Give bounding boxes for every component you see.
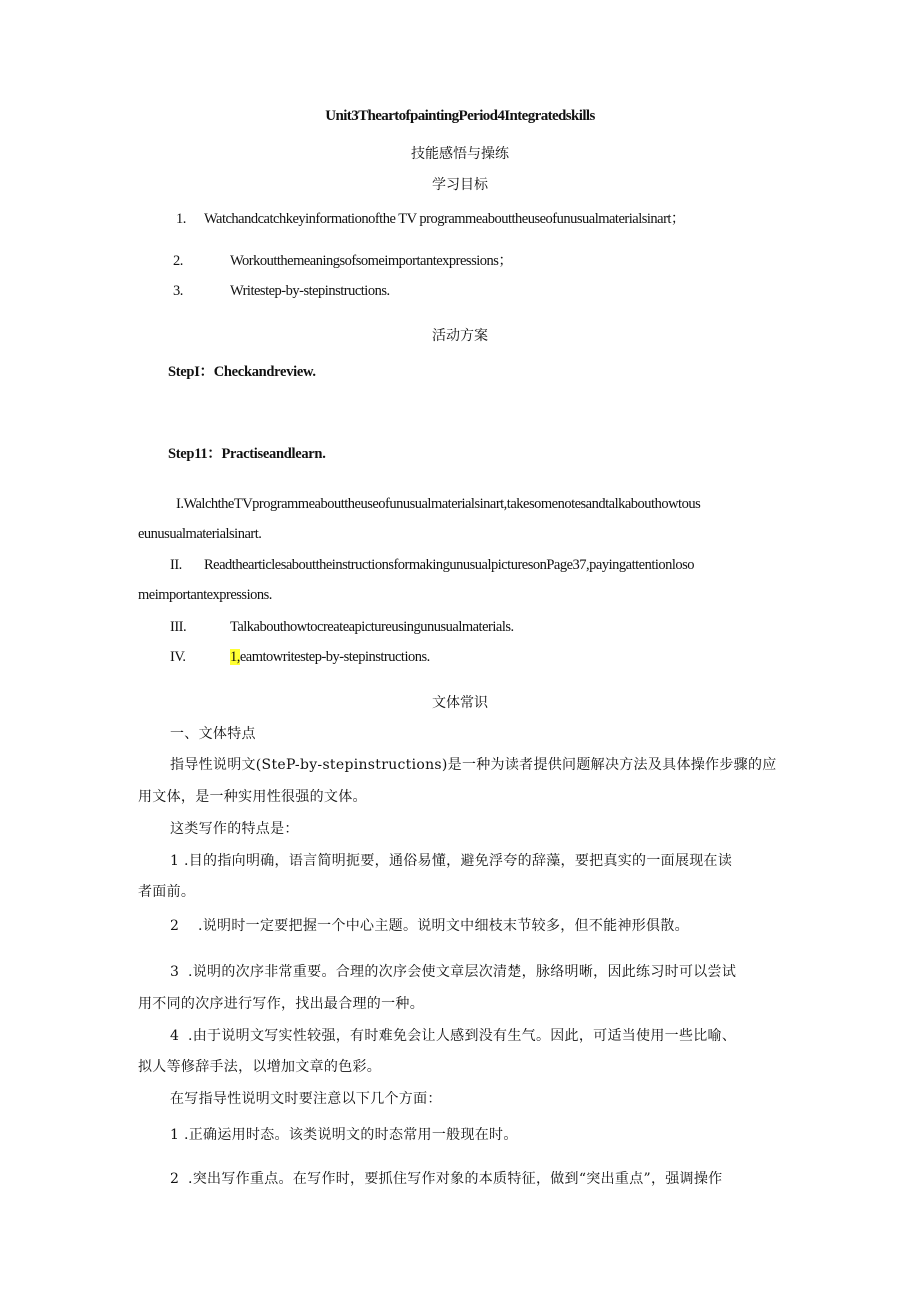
activity-item-line [170,619,514,636]
feature-item-line [170,915,689,935]
activity-text: ReadthearticlesabouttheinstructionsformakingunusualpicturesonPage37,payingattentionloso [204,557,695,573]
step-two: Step11：Practiseandlearn. [168,446,326,462]
objective-number: 3. [173,283,183,299]
objective-text: Workoutthemeaningsofsomeimportantexpressions； [230,253,513,269]
objective-number: 2. [173,253,183,269]
paragraph-line: 在写指导性说明文时要注意以下几个方面： [170,1091,442,1107]
feature-item-line [170,1025,736,1045]
feature-item-line: 者面前。 [138,884,196,900]
activity-number: II. [170,557,182,573]
note-number: 1 [170,1127,180,1143]
activity-text: eamtowritestep-by-stepinstructions. [239,649,430,665]
objective-item [173,249,512,270]
genre-heading: 文体常识 [432,695,488,711]
highlighted-text: 1, [230,649,240,665]
note-item-line [170,1168,722,1188]
note-text: .正确运用时态。该类说明文的时态常用一般现在时。 [184,1127,518,1143]
feature-item-line [170,850,732,870]
activity-text: Talkabouthowtocreateapictureusingunusualmaterials. [230,619,514,635]
feature-number: 2 [170,918,180,934]
subtitle: 技能感悟与操练 [411,146,509,162]
feature-text: .说明时一定要把握一个中心主题。说明文中细枝末节较多，但不能神形俱散。 [198,918,689,934]
activity-heading: 活动方案 [432,328,488,344]
activity-item-line [170,649,430,666]
feature-item-line: 拟人等修辞手法，以增加文章的色彩。 [138,1059,382,1075]
objectives-heading: 学习目标 [432,177,488,193]
activity-item-line: eunusualmaterialsinart. [138,526,262,542]
activity-number: III. [170,619,187,635]
objective-text: Watchandcatchkeyinformationofthe TV programmeabouttheuseofunusualmaterialsinart； [204,211,685,227]
step-one: StepI：Checkandreview. [168,364,316,380]
objective-item [173,283,390,300]
activity-number: I. [176,496,184,512]
feature-number: 3 [170,964,180,980]
note-item-line [170,1124,518,1144]
activity-item-line: meimportantexpressions. [138,587,272,603]
objective-text: Writestep-by-stepinstructions. [230,283,390,299]
note-number: 2 [170,1171,180,1187]
feature-number: 4 [170,1028,180,1044]
feature-text: .目的指向明确，语言简明扼要，通俗易懂，避免浮夸的辞藻，要把真实的一面展现在读 [184,853,733,869]
objective-item [176,207,685,228]
activity-item-line [170,557,694,574]
feature-item-line: 用不同的次序进行写作，找出最合理的一种。 [138,996,424,1012]
activity-text: WalchtheTVprogrammeabouttheuseofunusualmaterialsinart,takesomenotesandtalkabouthowtous [183,496,701,512]
feature-number: 1 [170,853,180,869]
paragraph-line: 用文体，是一种实用性很强的文体。 [138,789,367,805]
objective-number: 1. [176,211,186,227]
section-heading: 一、文体特点 [170,726,256,742]
feature-text: .说明的次序非常重要。合理的次序会使文章层次清楚，脉络明晰，因此练习时可以尝试 [188,964,737,980]
activity-item-line [176,496,700,513]
activity-number: IV. [170,649,186,665]
paragraph-line: 指导性说明文(SteP-by-stepinstructions)是一种为读者提供问题解决方法及具体操作步骤的应 [170,757,777,773]
document-title: Unit3TheartofpaintingPeriod4Integratedskills [325,108,595,124]
paragraph-line: 这类写作的特点是： [170,821,299,837]
note-text: .突出写作重点。在写作时，要抓住写作对象的本质特征，做到“突出重点”，强调操作 [188,1171,723,1187]
feature-item-line [170,961,736,981]
feature-text: .由于说明文写实性较强，有时难免会让人感到没有生气。因此，可适当使用一些比喻、 [188,1028,737,1044]
